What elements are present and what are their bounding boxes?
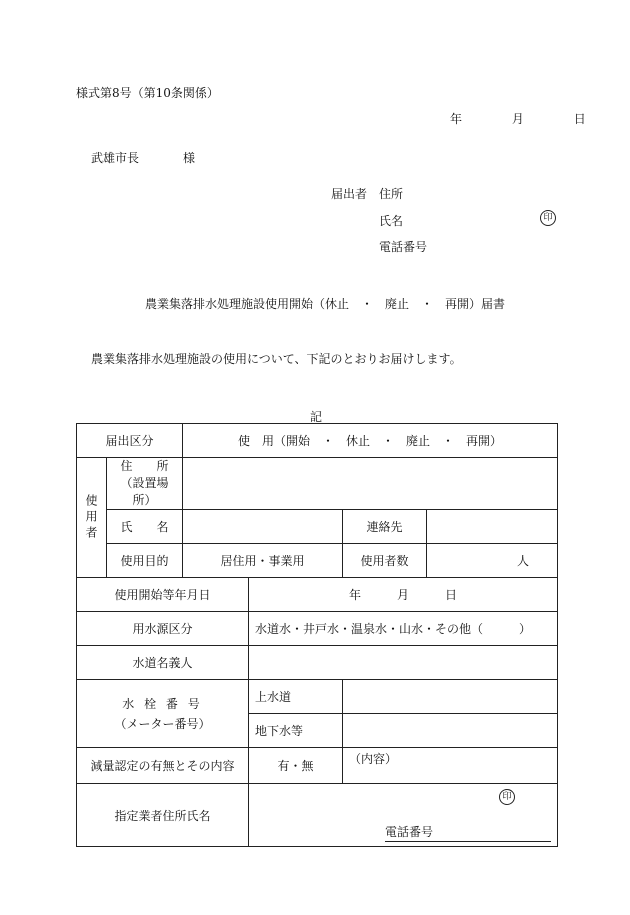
notification-form-table bbox=[76, 423, 558, 847]
seal-icon: 印 bbox=[540, 210, 556, 226]
start-date-label: 使用開始等年月日 bbox=[77, 578, 249, 612]
document-title: 農業集落排水処理施設使用開始（休止 ・ 廃止 ・ 再開）届書 bbox=[145, 297, 506, 311]
table-row bbox=[77, 458, 558, 510]
addressee-name: 武雄市長 bbox=[91, 151, 140, 165]
reduction-label: 減量認定の有無とその内容 bbox=[77, 748, 249, 784]
contact-field[interactable] bbox=[427, 510, 558, 544]
notifier-address-label: 住所 bbox=[379, 187, 404, 201]
table-row bbox=[77, 748, 558, 784]
table-row bbox=[77, 680, 558, 714]
water-holder-label: 水道名義人 bbox=[77, 646, 249, 680]
notifier-label: 届出者 bbox=[331, 187, 368, 201]
install-place-label: （設置場所） bbox=[120, 476, 169, 507]
date-line bbox=[450, 110, 586, 127]
document-body: 農業集落排水処理施設の使用について、下記のとおりお届けします。 bbox=[91, 352, 462, 366]
hydrant-label-cell bbox=[77, 680, 249, 748]
groundwater-label: 地下水等 bbox=[249, 714, 343, 748]
user-name-label: 氏 名 bbox=[107, 510, 183, 544]
water-source-value[interactable]: 水道水・井戸水・温泉水・山水・その他（ ） bbox=[249, 612, 558, 646]
hydrant-label: 水 栓 番 号 bbox=[122, 696, 203, 711]
user-address-label: 住 所 bbox=[120, 459, 169, 473]
water-holder-field[interactable] bbox=[249, 646, 558, 680]
contact-label: 連絡先 bbox=[343, 510, 427, 544]
reduction-content-field[interactable] bbox=[343, 748, 558, 784]
user-name-field[interactable] bbox=[183, 510, 343, 544]
addressee-suffix: 様 bbox=[183, 151, 196, 165]
date-day-label: 日 bbox=[573, 112, 586, 126]
groundwater-field[interactable] bbox=[343, 714, 558, 748]
table-row bbox=[77, 424, 558, 458]
ki-label: 記 bbox=[310, 410, 323, 424]
notification-type-value[interactable]: 使 用（開始 ・ 休止 ・ 廃止 ・ 再開） bbox=[183, 424, 558, 458]
table-row bbox=[77, 784, 558, 847]
addressee bbox=[91, 149, 195, 166]
public-water-field[interactable] bbox=[343, 680, 558, 714]
reduction-value[interactable]: 有・無 bbox=[249, 748, 343, 784]
form-number: 様式第8号（第10条関係） bbox=[76, 86, 219, 100]
date-year-label: 年 bbox=[450, 112, 463, 126]
contractor-field[interactable] bbox=[249, 784, 558, 847]
meter-label: （メーター番号） bbox=[114, 716, 211, 731]
purpose-value[interactable]: 居住用・事業用 bbox=[183, 544, 343, 578]
contractor-phone-label: 電話番号 bbox=[385, 823, 551, 842]
date-month-label: 月 bbox=[511, 112, 524, 126]
user-count-field[interactable] bbox=[427, 544, 558, 578]
user-count-label: 使用者数 bbox=[343, 544, 427, 578]
table-row bbox=[77, 612, 558, 646]
table-row bbox=[77, 578, 558, 612]
user-address-field[interactable] bbox=[183, 458, 558, 510]
user-count-unit: 人 bbox=[517, 554, 530, 568]
start-date-field[interactable]: 年 月 日 bbox=[249, 578, 558, 612]
notifier-phone-label: 電話番号 bbox=[379, 240, 428, 254]
notifier-name-label: 氏名 bbox=[379, 214, 404, 228]
water-source-label: 用水源区分 bbox=[77, 612, 249, 646]
contractor-label: 指定業者住所氏名 bbox=[77, 784, 249, 847]
notification-type-label: 届出区分 bbox=[77, 424, 183, 458]
user-address-label-cell bbox=[107, 458, 183, 510]
seal-icon: 印 bbox=[499, 789, 515, 805]
public-water-label: 上水道 bbox=[249, 680, 343, 714]
content-label: （内容） bbox=[349, 752, 398, 766]
purpose-label: 使用目的 bbox=[107, 544, 183, 578]
table-row bbox=[77, 510, 558, 544]
table-row bbox=[77, 544, 558, 578]
user-label: 使用者 bbox=[77, 458, 107, 578]
table-row bbox=[77, 646, 558, 680]
